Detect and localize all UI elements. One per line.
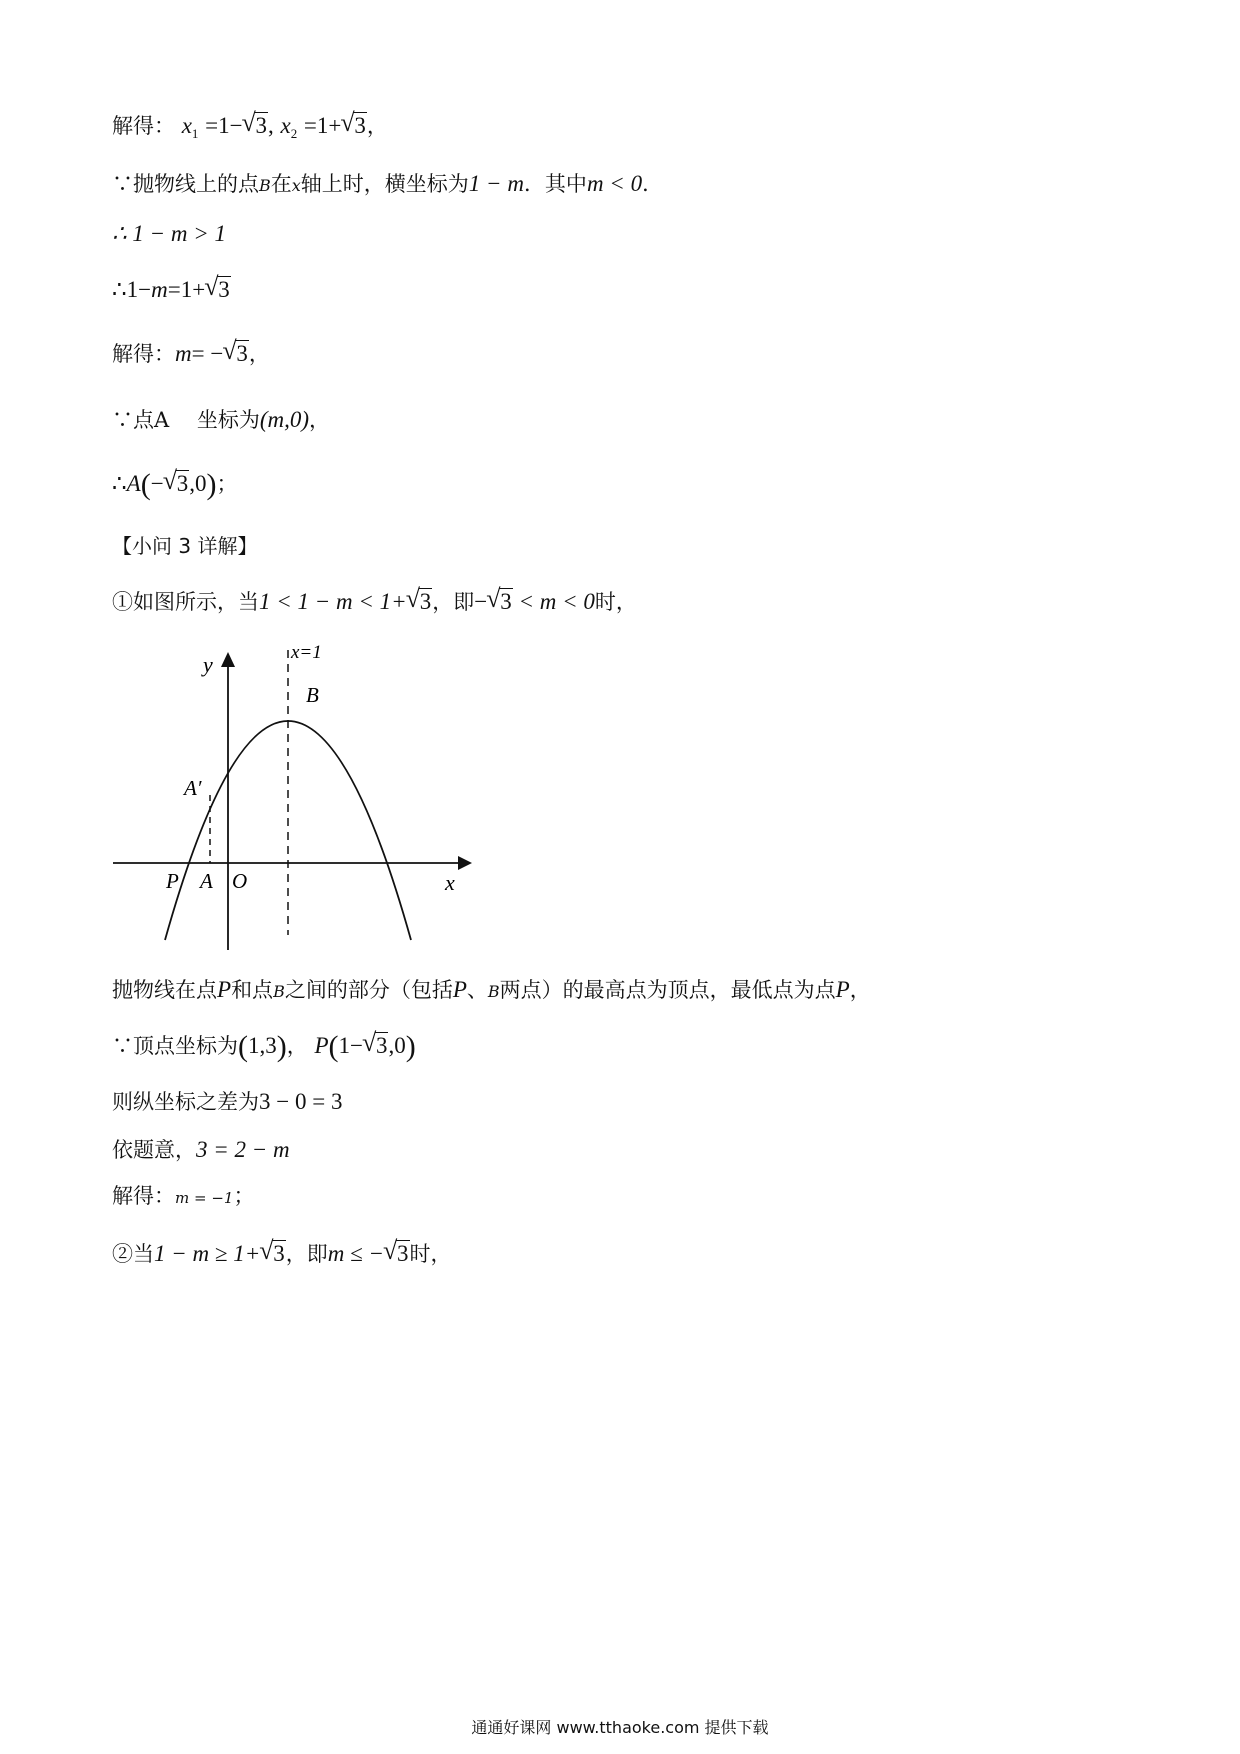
radicand: 3 xyxy=(375,1033,388,1058)
label-b: B xyxy=(306,683,319,707)
radicand: 3 xyxy=(397,1241,409,1266)
var: P xyxy=(314,1033,329,1058)
text: ． xyxy=(642,172,664,196)
math: ∴ xyxy=(112,471,127,496)
math: 3 = 2 − m xyxy=(196,1137,290,1162)
text: 时， xyxy=(409,1242,452,1266)
line-solve-roots xyxy=(112,112,388,148)
var: P xyxy=(217,977,232,1002)
math: − xyxy=(150,471,164,496)
math: < m < 0 xyxy=(512,589,595,614)
var: P xyxy=(452,977,467,1002)
math: =1− xyxy=(205,113,243,138)
math: 1 − m ≥ 1+ xyxy=(154,1241,261,1266)
line-highest-lowest xyxy=(112,976,871,1006)
var: m xyxy=(175,341,192,366)
var: P xyxy=(835,977,850,1002)
sqrt xyxy=(260,1240,286,1268)
paren-open: ( xyxy=(328,1030,339,1063)
text: ， xyxy=(286,1034,308,1058)
math: m < 0 xyxy=(586,171,643,196)
math: 1− xyxy=(338,1033,363,1058)
sub: 2 xyxy=(290,126,298,141)
text: ， xyxy=(309,408,331,432)
paren-open: ( xyxy=(140,468,151,501)
radicand: 3 xyxy=(273,1241,285,1266)
text: 则纵坐标之差为 xyxy=(112,1090,259,1114)
math: 1,3 xyxy=(248,1033,277,1058)
line-solve-m-2 xyxy=(112,1182,254,1212)
sqrt xyxy=(487,588,513,616)
text: ， xyxy=(366,114,388,138)
line-point-b xyxy=(112,170,663,200)
text: ， xyxy=(849,978,871,1002)
math: =1+ xyxy=(167,277,206,302)
text: 之间的部分（包括 xyxy=(284,978,453,1002)
label-a-prime: A′ xyxy=(184,776,202,800)
var: x xyxy=(291,176,301,195)
line-a-coords xyxy=(112,470,237,499)
sqrt xyxy=(341,112,367,140)
y-axis-arrow xyxy=(221,652,235,667)
text: ，即 xyxy=(285,1242,328,1266)
line-difference xyxy=(112,1088,342,1116)
label-y: y xyxy=(203,652,213,677)
math: m = −1 xyxy=(175,1189,234,1207)
line-case-2 xyxy=(112,1240,452,1268)
math: − xyxy=(474,589,488,614)
var-x2: x xyxy=(280,113,291,138)
label-o: O xyxy=(232,869,248,893)
label-a: A xyxy=(200,869,213,893)
text: ∵顶点坐标为 xyxy=(112,1034,238,1058)
text: 解得： xyxy=(112,342,175,366)
var: B xyxy=(259,176,271,195)
label-x: x xyxy=(445,870,455,895)
x-axis-arrow xyxy=(458,856,472,870)
math: ∴1− xyxy=(112,277,152,302)
math: (m,0) xyxy=(259,407,310,432)
sqrt xyxy=(363,1032,389,1060)
text: 解得： xyxy=(112,114,175,138)
text: 两点）的最高点为顶点，最低点为点 xyxy=(499,978,836,1002)
text: 、 xyxy=(466,978,488,1002)
text: 和点 xyxy=(231,978,274,1002)
line-case-1 xyxy=(112,588,637,616)
text: 依题意， xyxy=(112,1138,196,1162)
radicand: 3 xyxy=(255,113,268,138)
radicand: 3 xyxy=(218,277,230,302)
math: ,0 xyxy=(189,471,207,496)
math: m ≤ − xyxy=(327,1241,385,1266)
math: 3 − 0 = 3 xyxy=(259,1089,343,1114)
text: ①如图所示，当 xyxy=(112,590,259,614)
sqrt xyxy=(164,470,190,498)
section-heading: 【小问 3 详解】 xyxy=(112,534,258,558)
var: A xyxy=(126,471,141,496)
text: ； xyxy=(233,1184,255,1208)
math: ,0 xyxy=(388,1033,406,1058)
text: ．其中 xyxy=(523,172,587,196)
math: 1 < 1 − m < 1+ xyxy=(259,589,407,614)
line-condition xyxy=(112,1136,290,1164)
page-footer: 通通好课网 www.tthaoke.com 提供下载 xyxy=(471,1718,769,1737)
math: , xyxy=(268,113,274,138)
paren-close: ) xyxy=(405,1030,416,1063)
var: B xyxy=(273,982,285,1001)
line-therefore-2 xyxy=(112,276,231,304)
text: 抛物线在点 xyxy=(112,978,217,1002)
line-point-a xyxy=(112,406,330,434)
radicand: 3 xyxy=(176,471,189,496)
text: 在 xyxy=(270,172,292,196)
text: 解得： xyxy=(112,1184,175,1208)
label-p: P xyxy=(166,869,179,893)
label-x-equals-1: x=1 xyxy=(291,642,322,663)
text: ，即 xyxy=(432,590,475,614)
text: ②当 xyxy=(112,1242,154,1266)
radicand: 3 xyxy=(354,113,366,138)
text: ， xyxy=(248,342,270,366)
text: ∵点A 坐标为 xyxy=(112,408,260,432)
line-therefore-1: ∴ 1 − m > 1 xyxy=(112,221,227,246)
var: m xyxy=(151,277,168,302)
parabola-figure xyxy=(108,640,478,960)
var-x1: x xyxy=(181,113,192,138)
text: ∵抛物线上的点 xyxy=(112,172,259,196)
sub: 1 xyxy=(191,126,199,141)
sqrt xyxy=(243,112,269,140)
math: =1+ xyxy=(303,113,342,138)
text: 时， xyxy=(594,590,637,614)
math: 1 − m xyxy=(468,171,524,196)
sqrt xyxy=(205,276,231,304)
sqrt xyxy=(407,588,433,616)
text: 轴上时，横坐标为 xyxy=(300,172,469,196)
line-vertex xyxy=(112,1032,416,1061)
line-solve-m xyxy=(112,340,270,368)
radicand: 3 xyxy=(500,589,512,614)
paren-close: ) xyxy=(276,1030,287,1063)
radicand: 3 xyxy=(419,589,432,614)
sqrt xyxy=(223,340,249,368)
radicand: 3 xyxy=(236,341,248,366)
text: ； xyxy=(216,472,238,496)
sqrt xyxy=(384,1240,410,1268)
var: B xyxy=(487,982,500,1001)
paren-close: ) xyxy=(206,468,217,501)
math: = − xyxy=(191,341,224,366)
paren-open: ( xyxy=(238,1030,248,1063)
